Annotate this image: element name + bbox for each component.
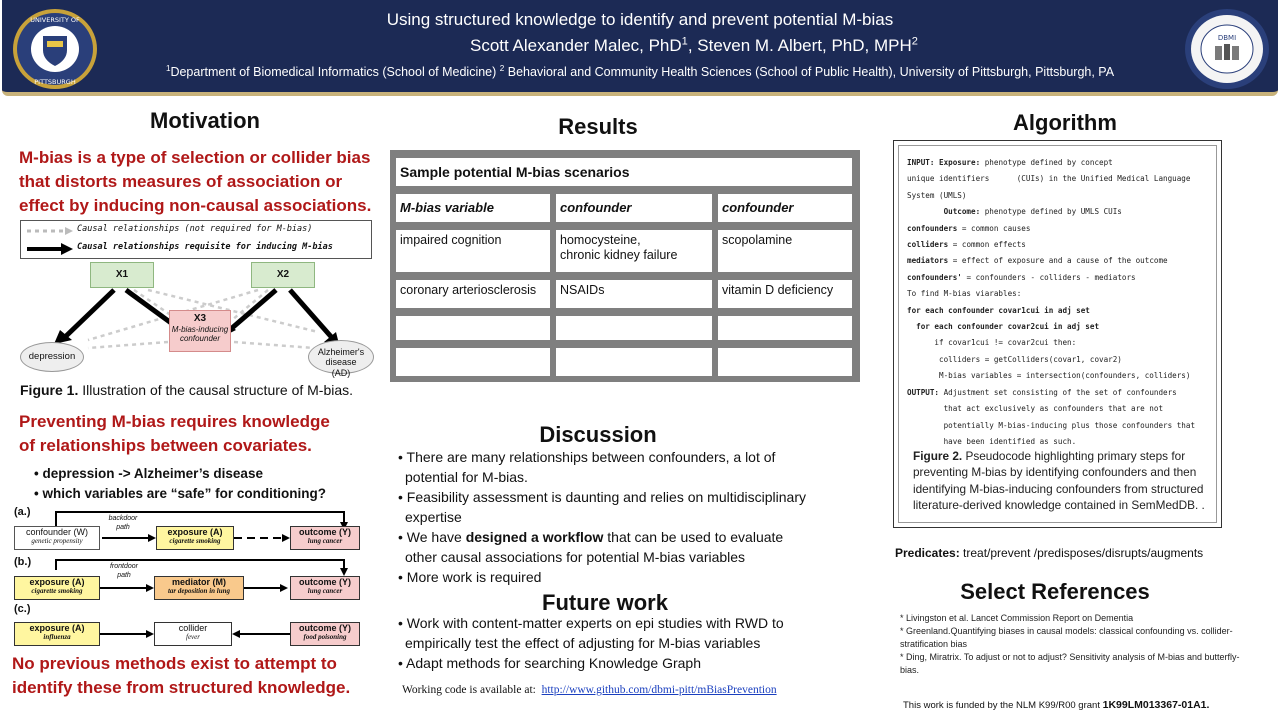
legend-dashed-label: Causal relationships (not required for M-bias): [77, 224, 313, 234]
node-exposure-a: exposure (A) cigarette smoking: [156, 526, 234, 550]
pseudocode-line: for each confounder covar2cui in adj set: [907, 322, 1100, 332]
figure2-caption: Figure 2. Pseudocode highlighting primary steps for preventing M-bias by identifying confounders and then identifying M-bias-inducing confounders from structured literature-derived knowledge contained in SemMedDB. .: [913, 449, 1205, 512]
results-cell: [556, 348, 712, 376]
predicates-line: Predicates: treat/prevent /predisposes/disrupts/augments: [895, 546, 1204, 560]
dbmi-seal-text: DBMI: [1217, 34, 1237, 42]
reference-item: * Ding, Miratrix. To adjust or not to adjust? Sensitivity analysis of M-bias and butterfly-bias.: [900, 652, 1240, 675]
backdoor-label: backdoor path: [108, 515, 138, 531]
discussion-bullets: • There are many relationships between confounders, a lot of potential for M-bias. • Feasibility assessment is daunting and relies on multidisciplinary expertise • We have designed a workflow that can be used to evaluate other causal associations for potential M-bias variables • More work is required: [398, 449, 806, 585]
pseudocode-line: for each confounder covar1cui in adj set: [907, 305, 1090, 315]
reference-item: * Livingston et al. Lancet Commission Report on Dementia: [900, 613, 1134, 623]
results-cell: [396, 348, 550, 376]
results-heading: Results: [558, 114, 638, 139]
dag-label-c: (c.): [14, 603, 31, 615]
node-outcome-a: outcome (Y) lung cancer: [290, 526, 360, 550]
pseudocode-line: Outcome: phenotype defined by UMLS CUIs: [907, 207, 1122, 217]
figure1-caption: Figure 1. Illustration of the causal structure of M-bias.: [20, 382, 354, 398]
pseudocode-line: mediators = effect of exposure and a cause of the outcome: [907, 256, 1168, 266]
poster-authors: Scott Alexander Malec, PhD$^1$, Steven M. Albert, PhD, MPH$^2$: [470, 35, 918, 55]
future-work-heading: Future work: [542, 590, 668, 615]
results-cell: impaired cognition: [396, 230, 550, 272]
pseudocode-line: colliders = common effects: [907, 240, 1026, 250]
preventing-bullets: • depression -> Alzheimer’s disease • which variables are “safe” for conditioning?: [34, 466, 327, 501]
pseudocode-line: OUTPUT: Adjustment set consisting of the set of confounders: [907, 387, 1177, 397]
poster-affiliations: $^1$Department of Biomedical Informatics (School of Medicine) $^2$ Behavioral and Community Health Sciences (School of Public Health), University of Pittsburgh, Pittsburgh, PA: [165, 63, 1115, 79]
algorithm-inner: [898, 145, 1217, 523]
results-cell: [718, 316, 852, 340]
seal-text-top: UNIVERSITY OF: [30, 16, 80, 24]
discussion-heading: Discussion: [539, 422, 657, 447]
results-header-cell: confounder: [556, 194, 712, 222]
pseudocode-line: potentially M-bias-inducing plus those confounders that: [907, 420, 1196, 430]
results-cell: vitamin D deficiency: [718, 280, 852, 308]
pseudocode-line: System (UMLS): [907, 190, 967, 200]
node-collider: collider fever: [154, 622, 232, 646]
pseudocode-line: unique identifiers (CUIs) in the Unified Medical Language: [907, 174, 1191, 184]
results-header-cell: confounder: [718, 194, 852, 222]
results-cell: [396, 316, 550, 340]
results-table-title: Sample potential M-bias scenarios: [396, 158, 852, 186]
header-banner: [0, 0, 1280, 100]
node-outcome-c: outcome (Y) food poisoning: [290, 622, 360, 646]
results-header-cell: M-bias variable: [396, 194, 550, 222]
results-cell: NSAIDs: [556, 280, 712, 308]
dag-label-a: (a.): [14, 506, 31, 518]
node-confounder-w: confounder (W) genetic propensity: [14, 526, 100, 550]
node-exposure-c: exposure (A) influenza: [14, 622, 100, 646]
funding-note: This work is funded by the NLM K99/R00 grant 1K99LM013367-01A1.: [903, 699, 1210, 711]
seal-text-bottom: PITTSBURGH: [34, 78, 76, 86]
frontdoor-label: frontdoor path: [109, 563, 139, 579]
pseudocode-line: confounders = common causes: [907, 223, 1031, 233]
node-x3: X3 M-bias-inducing confounder: [169, 310, 231, 352]
pseudocode-line: have been identified as such.: [907, 436, 1077, 446]
results-cell: [718, 348, 852, 376]
dag-figure: [14, 506, 374, 652]
node-alzheimers: Alzheimer's disease (AD): [308, 340, 374, 374]
dag-label-b: (b.): [14, 556, 32, 568]
pseudocode-line: colliders = getColliders(covar1, covar2): [907, 354, 1122, 364]
reference-item: * Greenland.Quantifying biases in causal models: classical confounding vs. collider-stratification bias: [900, 626, 1233, 649]
motivation-heading: Motivation: [150, 108, 260, 133]
results-cell: homocysteine, chronic kidney failure: [556, 230, 712, 272]
algorithm-heading: Algorithm: [1013, 110, 1117, 135]
future-work-bullets: • Work with content-matter experts on epi studies with RWD to empirically test the effect of adjusting for M-bias variables • Adapt methods for searching Knowledge Graph: [398, 615, 784, 671]
results-table: [390, 150, 860, 382]
code-availability: Working code is available at: http://www.github.com/dbmi-pitt/mBiasPrevention: [402, 684, 777, 696]
node-mediator-m: mediator (M) tar deposition in lung: [154, 576, 244, 600]
node-exposure-b: exposure (A) cigarette smoking: [14, 576, 100, 600]
motivation-statement: M-bias is a type of selection or collider bias that distorts measures of association or effect by inducing non-causal associations.: [19, 148, 372, 215]
pseudocode-line: INPUT: Exposure: phenotype defined by concept: [907, 158, 1113, 167]
pseudocode-line: M-bias variables = intersection(confounders, colliders): [907, 371, 1191, 381]
pseudocode: [907, 155, 1195, 450]
pseudocode-line: that act exclusively as confounders that are not: [907, 404, 1164, 414]
poster-title: Using structured knowledge to identify and prevent potential M-bias: [386, 10, 894, 29]
github-link[interactable]: http://www.github.com/dbmi-pitt/mBiasPrevention: [541, 684, 777, 696]
references-heading: Select References: [960, 579, 1150, 604]
results-cell: [556, 316, 712, 340]
figure1-legend: [20, 220, 372, 259]
results-cell: scopolamine: [718, 230, 852, 272]
references-list: [900, 612, 1250, 677]
node-outcome-b: outcome (Y) lung cancer: [290, 576, 360, 600]
node-x1: X1: [90, 262, 154, 288]
node-x2: X2: [251, 262, 315, 288]
results-cell: coronary arteriosclerosis: [396, 280, 550, 308]
pseudocode-line: To find M-bias viarables:: [907, 289, 1022, 299]
node-depression: depression: [20, 342, 84, 372]
no-previous-statement: No previous methods exist to attempt to identify these from structured knowledge.: [12, 654, 351, 697]
legend-solid-label: Causal relationships requisite for inducing M-bias: [77, 242, 333, 252]
pseudocode-line: if covar1cui != covar2cui then:: [907, 338, 1077, 348]
pseudocode-line: confounders' = confounders - colliders - mediators: [907, 272, 1136, 282]
preventing-statement: Preventing M-bias requires knowledge of relationships between covariates.: [19, 412, 330, 455]
algorithm-figure: [893, 140, 1222, 528]
figure1: [18, 220, 378, 380]
